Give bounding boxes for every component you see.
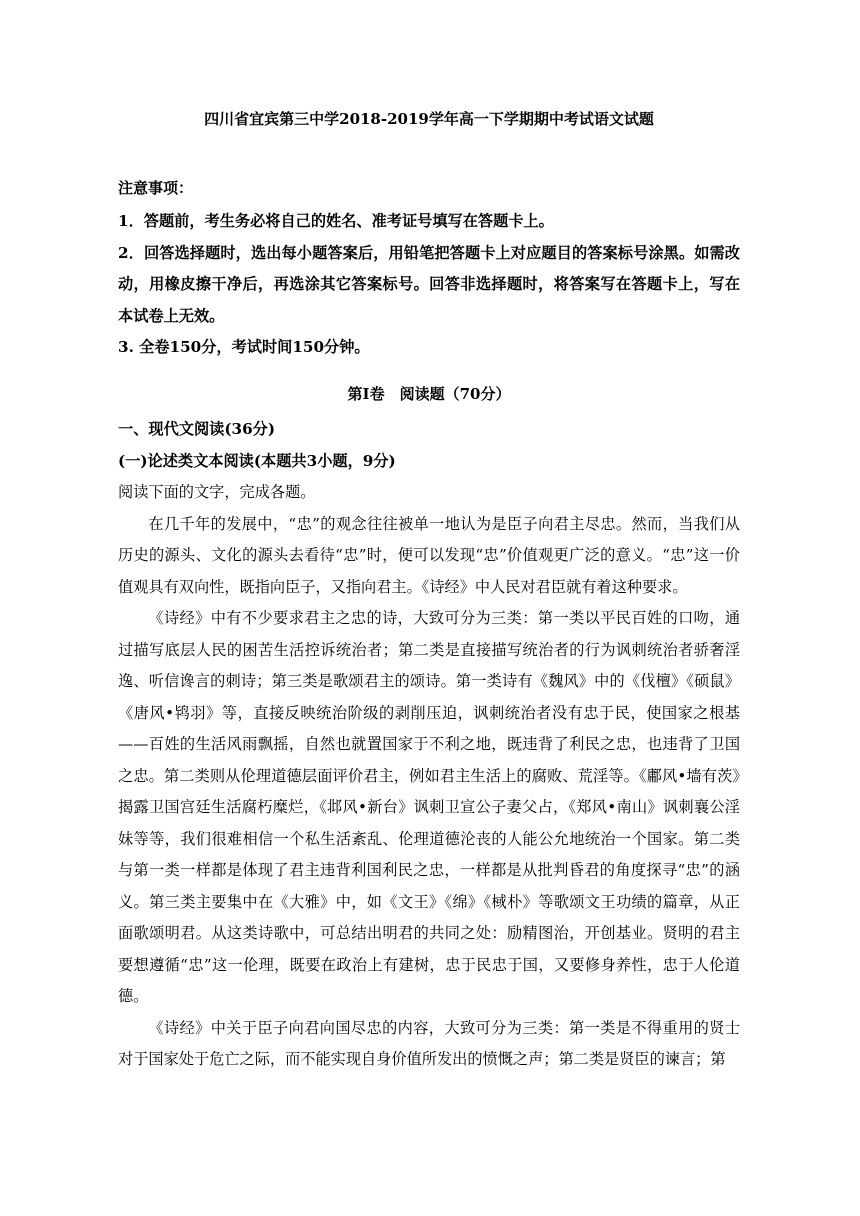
reading-instruction: 阅读下面的文字，完成各题。 [118,483,316,501]
section-heading: 一、现代文阅读(36分) [118,420,276,438]
passage-paragraph-3: 《诗经》中关于臣子向君向国尽忠的内容，大致可分为三类：第一类是不得重用的贤士对于国家处于危亡之际，而不能实现自身价值所发出的愤慨之声；第二类是贤臣的谏言；第 [118,1018,740,1068]
volume-section [118,382,740,406]
document-page [118,0,740,1216]
volume-heading: 第Ⅰ卷 阅读题（70分） [347,385,511,403]
document-title: 四川省宜宾第三中学2018-2019学年高一下学期期中考试语文试题 [204,110,654,128]
reading-section [118,414,740,1076]
note-item-2: 2．回答选择题时，选出每小题答案后，用铅笔把答题卡上对应题目的答案标号涂黑。如需改动，用橡皮擦干净后，再选涂其它答案标号。回答非选择题时，将答案写在答题卡上，写在本试卷上无效。 [118,243,740,325]
notes-list [118,206,740,364]
notes-heading: 注意事项： [118,179,194,197]
note-item-1: 1．答题前，考生务必将自己的姓名、准考证号填写在答题卡上。 [118,212,554,230]
notes-section [118,176,740,200]
subsection-heading: (一)论述类文本阅读(本题共3小题，9分) [118,451,396,470]
passage-paragraph-1: 在几千年的发展中，“忠”的观念往往被单一地认为是臣子向君主尽忠。然而，当我们从历史的源头、文化的源头去看待“忠”时，便可以发现“忠”价值观更广泛的意义。“忠”这一价值观具有双向性，既指向臣子，又指向君主。《诗经》中人民对君臣就有着这种要求。 [118,514,740,596]
note-item-3: 3. 全卷150分，考试时间150分钟。 [118,338,370,356]
passage-paragraph-2: 《诗经》中有不少要求君主之忠的诗，大致可分为三类：第一类以平民百姓的口吻，通过描写底层人民的困苦生活控诉统治者；第二类是直接描写统治者的行为讽刺统治者骄奢淫逸、听信谗言的刺诗；第三类是歌颂君主的颂诗。第一类诗有《魏风》中的《伐檀》《硕鼠》《唐风•鸨羽》等，直接反映统治阶级的剥削压迫，讽刺统治者没有忠于民，使国家之根基——百姓的生活风雨飘摇，自然也就置国家于不利之地，既违背了利民之忠，也违背了卫国之忠。第二类则从伦理道德层面评价君主，例如君主生活上的腐败、荒淫等。《鄘风•墙有茨》揭露卫国宫廷生活腐朽糜烂，《邶风•新台》讽刺卫宣公子妻父占，《郑风•南山》讽刺襄公淫妹等等，我们很难相信一个私生活紊乱、伦理道德沦丧的人能公允地统治一个国家。第二类与第一类一样都是体现了君主违背利国利民之忠，一样都是从批判昏君的角度探寻“忠”的涵义。第三类主要集中在《大雅》中，如《文王》《绵》《棫朴》等歌颂文王功绩的篇章，从正面歌颂明君。从这类诗歌中，可总结出明君的共同之处：励精图治，开创基业。贤明的君主要想遵循“忠”这一伦理，既要在政治上有建树，忠于民忠于国，又要修身养性，忠于人伦道德。 [118,609,740,1005]
